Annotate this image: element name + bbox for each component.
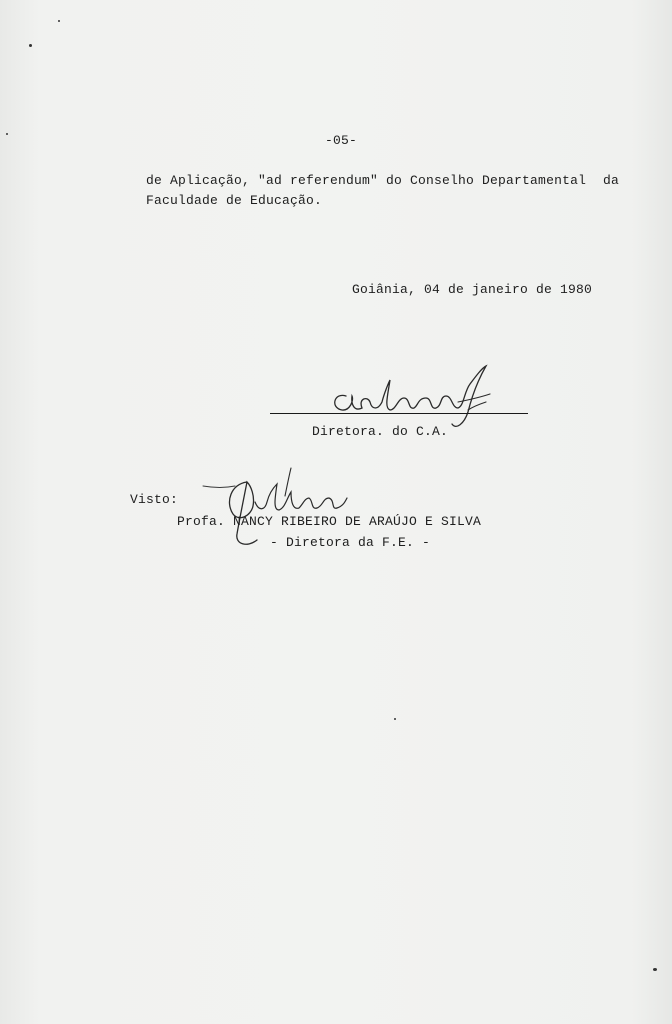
visto-title: - Diretora da F.E. -: [270, 535, 431, 550]
signature-1-title: Diretora. do C.A.: [312, 424, 449, 439]
visto-label: Visto:: [130, 492, 179, 507]
scan-speck: [653, 968, 657, 971]
scan-speck: [29, 44, 32, 47]
signature-line: [270, 413, 528, 414]
body-line-1-end: da: [603, 173, 620, 188]
visto-name: Profa. NANCY RIBEIRO DE ARAÚJO E SILVA: [177, 514, 482, 529]
scan-speck: [394, 718, 396, 720]
scan-speck: [58, 20, 60, 22]
body-line-2: Faculdade de Educação.: [146, 193, 323, 208]
place-date: Goiânia, 04 de janeiro de 1980: [352, 282, 593, 297]
scan-speck: [6, 133, 8, 135]
handwritten-signature-1: [318, 362, 538, 432]
body-line-1: de Aplicação, "ad referendum" do Conselho Departamental: [146, 173, 587, 188]
page-number: -05-: [325, 133, 358, 148]
